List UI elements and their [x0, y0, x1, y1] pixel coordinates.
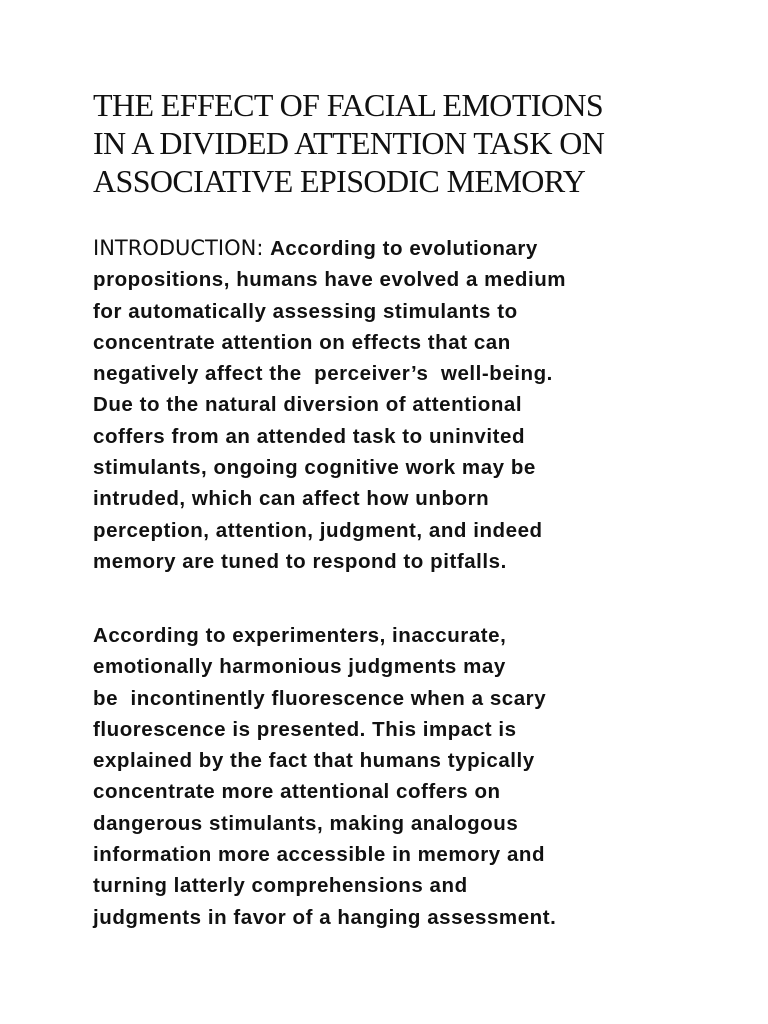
paragraph-line: fluorescence is presented. This impact is: [93, 717, 517, 741]
paragraph-line: stimulants, ongoing cognitive work may be: [93, 456, 536, 480]
paragraph-line: concentrate more attentional coffers on: [93, 780, 501, 804]
paragraph-line: negatively affect the perceiver’s well-being.: [93, 362, 553, 386]
paragraph-line: dangerous stimulants, making analogous: [93, 811, 519, 835]
paragraph-line: perception, attention, judgment, and indeed: [93, 518, 543, 542]
paragraph-line: be incontinently fluorescence when a scary: [93, 686, 547, 710]
paragraph-line: memory are tuned to respond to pitfalls.: [93, 549, 507, 573]
paragraph-line: explained by the fact that humans typically: [93, 749, 535, 773]
paragraph-line: for automatically assessing stimulants to: [93, 299, 518, 323]
body-paragraph: [93, 620, 733, 933]
paragraph-line: According to experimenters, inaccurate,: [93, 624, 507, 647]
title-line: IN A DIVIDED ATTENTION TASK ON: [93, 125, 605, 161]
paragraph-line: propositions, humans have evolved a medium: [93, 268, 567, 292]
introduction-paragraph: [93, 233, 733, 577]
paragraph-line: coffers from an attended task to uninvited: [93, 424, 526, 448]
paragraph-line: turning latterly comprehensions and: [93, 874, 468, 898]
document-title: [93, 86, 713, 200]
paragraph-line: [93, 233, 733, 264]
introduction-label: INTRODUCTION:: [93, 236, 271, 260]
title-line: ASSOCIATIVE EPISODIC MEMORY: [93, 163, 586, 199]
paragraph-line: information more accessible in memory and: [93, 843, 546, 867]
paragraph-text: According to evolutionary: [270, 237, 538, 260]
paragraph-line: concentrate attention on effects that can: [93, 330, 511, 354]
paragraph-line: Due to the natural diversion of attentional: [93, 393, 523, 417]
paragraph-line: judgments in favor of a hanging assessment.: [93, 905, 557, 929]
paragraph-line: emotionally harmonious judgments may: [93, 655, 506, 679]
paragraph-line: intruded, which can affect how unborn: [93, 487, 490, 511]
title-line: THE EFFECT OF FACIAL EMOTIONS: [93, 87, 604, 123]
